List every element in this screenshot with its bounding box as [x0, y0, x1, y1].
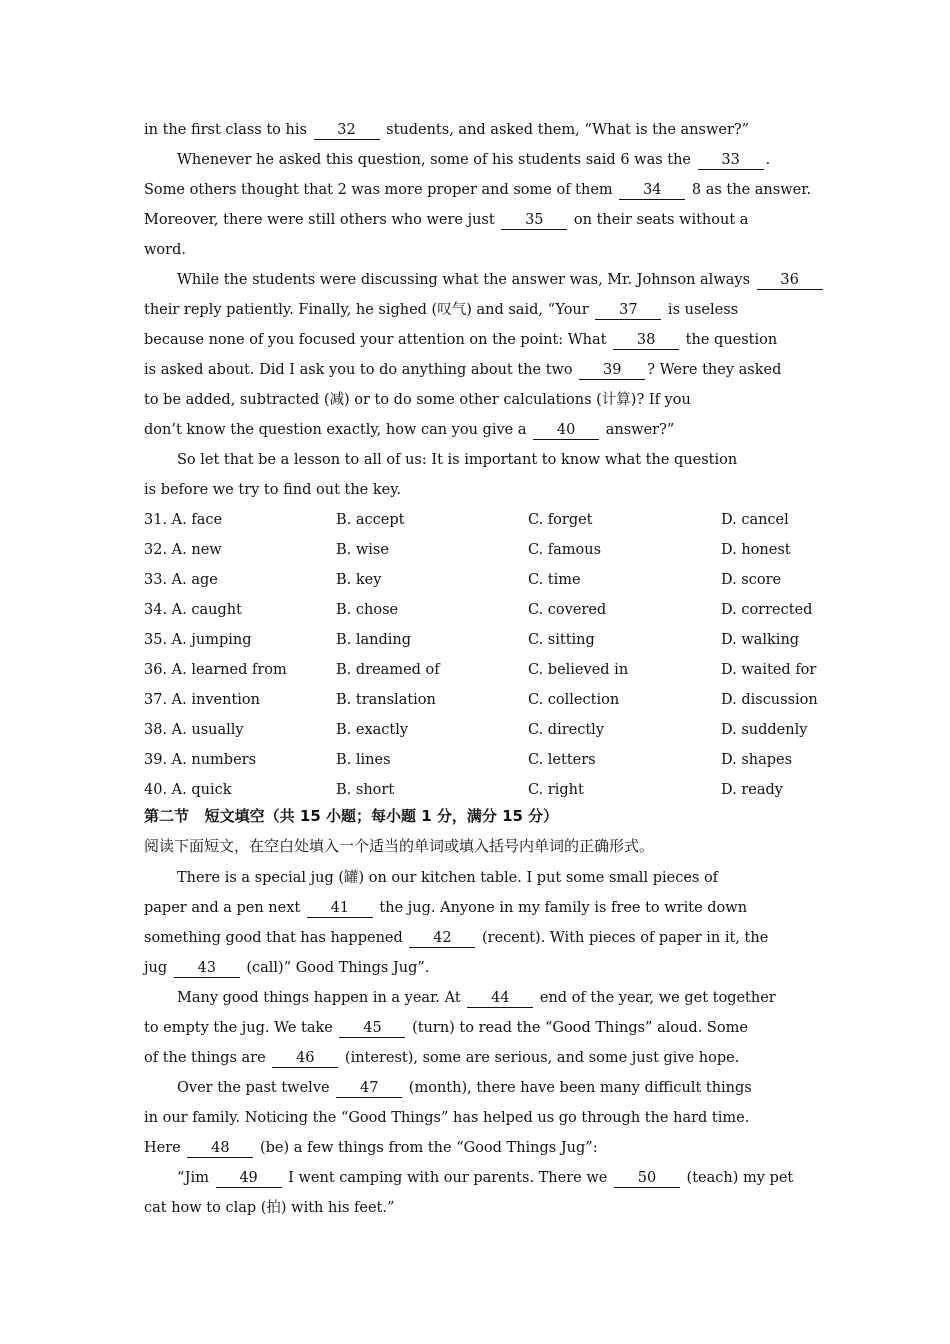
question-option: C. time [528, 572, 581, 588]
passage-text: While the students were discussing what the answer was, Mr. Johnson always [177, 272, 755, 288]
passage-text: on their seats without a [569, 212, 749, 228]
passage2-line [144, 928, 768, 948]
answer-blank-45[interactable]: 45 [339, 1020, 405, 1038]
question-option-a: 36. A. learned from [144, 662, 287, 678]
question-option: B. dreamed of [336, 662, 440, 678]
question-option: D. score [721, 572, 782, 588]
question-option: C. collection [528, 692, 620, 708]
question-option: B. lines [336, 752, 391, 768]
passage-text: to be added, subtracted (减) or to do some other calculations (计算)? If you [144, 392, 691, 408]
passage2-line [144, 1198, 394, 1218]
question-option-a: 31. A. face [144, 512, 223, 528]
question-option: C. sitting [528, 632, 595, 648]
answer-blank-49[interactable]: 49 [216, 1170, 282, 1188]
question-option: D. ready [721, 782, 783, 798]
answer-blank-35[interactable]: 35 [501, 212, 567, 230]
question-option: C. famous [528, 542, 602, 558]
passage-text: (be) a few things from the “Good Things Jug”: [255, 1140, 598, 1156]
question-option: B. accept [336, 512, 405, 528]
passage-text: jug [144, 960, 172, 976]
passage-text: (interest), some are serious, and some just give hope. [340, 1050, 740, 1066]
question-option: C. letters [528, 752, 596, 768]
question-option: C. covered [528, 602, 607, 618]
passage1-line [144, 480, 401, 500]
question-option-a: 32. A. new [144, 542, 222, 558]
question-option: B. short [336, 782, 395, 798]
passage-text: is useless [663, 302, 739, 318]
question-option: C. forget [528, 512, 593, 528]
passage-text: (turn) to read the “Good Things” aloud. Some [407, 1020, 748, 1036]
answer-blank-36[interactable]: 36 [757, 272, 823, 290]
passage-text: paper and a pen next [144, 900, 305, 916]
question-option-a: 35. A. jumping [144, 632, 252, 648]
question-option-a: 33. A. age [144, 572, 218, 588]
passage-text: There is a special jug (罐) on our kitchen table. I put some small pieces of [177, 870, 719, 886]
passage-text: is asked about. Did I ask you to do anything about the two [144, 362, 578, 378]
passage2-line [144, 1108, 749, 1128]
answer-blank-37[interactable]: 37 [595, 302, 661, 320]
question-option-a: 40. A. quick [144, 782, 232, 798]
answer-blank-41[interactable]: 41 [307, 900, 373, 918]
answer-blank-32[interactable]: 32 [314, 122, 380, 140]
section-instruction: 阅读下面短文，在空白处填入一个适当的单词或填入括号内单词的正确形式。 [144, 837, 655, 855]
passage-text: ? Were they asked [647, 362, 782, 378]
passage-text: Moreover, there were still others who were just [144, 212, 500, 228]
answer-blank-46[interactable]: 46 [272, 1050, 338, 1068]
passage2-line [177, 868, 718, 888]
question-option-a: 34. A. caught [144, 602, 242, 618]
passage-text: answer?” [601, 422, 675, 438]
passage-text: something good that has happened [144, 930, 408, 946]
passage-text: (recent). With pieces of paper in it, the [477, 930, 769, 946]
answer-blank-43[interactable]: 43 [174, 960, 240, 978]
passage-text: (month), there have been many difficult things [404, 1080, 752, 1096]
passage-text: cat how to clap (拍) with his feet.” [144, 1200, 395, 1216]
passage1-line [144, 330, 777, 350]
question-option: D. shapes [721, 752, 793, 768]
passage-text: in our family. Noticing the “Good Things” has helped us go through the hard time. [144, 1110, 750, 1126]
passage2-line [144, 898, 747, 918]
answer-blank-38[interactable]: 38 [613, 332, 679, 350]
answer-blank-47[interactable]: 47 [336, 1080, 402, 1098]
question-option: B. translation [336, 692, 436, 708]
passage1-line [144, 120, 749, 140]
question-option: D. cancel [721, 512, 789, 528]
passage1-line [144, 390, 691, 410]
passage1-line [144, 420, 674, 440]
passage-text: in the first class to his [144, 122, 312, 138]
question-option: B. chose [336, 602, 399, 618]
passage-text: Over the past twelve [177, 1080, 335, 1096]
passage-text: end of the year, we get together [535, 990, 776, 1006]
passage2-line [144, 958, 429, 978]
passage-text: Some others thought that 2 was more proper and some of them [144, 182, 618, 198]
passage-text: (call)” Good Things Jug”. [241, 960, 430, 976]
passage2-line [177, 1078, 752, 1098]
question-option: C. believed in [528, 662, 629, 678]
question-option: B. landing [336, 632, 412, 648]
question-option: D. corrected [721, 602, 813, 618]
passage-text: because none of you focused your attention on the point: What [144, 332, 612, 348]
question-option: B. wise [336, 542, 389, 558]
answer-blank-44[interactable]: 44 [467, 990, 533, 1008]
answer-blank-40[interactable]: 40 [533, 422, 599, 440]
question-option: D. waited for [721, 662, 817, 678]
passage-text: word. [144, 242, 186, 258]
passage-text: don’t know the question exactly, how can you give a [144, 422, 532, 438]
question-option-a: 39. A. numbers [144, 752, 257, 768]
answer-blank-48[interactable]: 48 [187, 1140, 253, 1158]
passage1-line [177, 270, 825, 290]
question-option: C. right [528, 782, 584, 798]
passage2-line [144, 1018, 748, 1038]
section-heading: 第二节 短文填空（共 15 小题；每小题 1 分，满分 15 分） [144, 807, 559, 825]
passage1-line [144, 180, 811, 200]
passage2-line [177, 1168, 793, 1188]
question-option: D. honest [721, 542, 791, 558]
passage1-line [144, 300, 738, 320]
passage1-line [144, 240, 186, 260]
question-option: D. discussion [721, 692, 818, 708]
passage-text: the question [681, 332, 778, 348]
passage1-line [144, 210, 748, 230]
passage-text: So let that be a lesson to all of us: It is important to know what the question [177, 452, 738, 468]
passage1-line [177, 450, 737, 470]
passage-text: to empty the jug. We take [144, 1020, 338, 1036]
passage-text: Whenever he asked this question, some of his students said 6 was the [177, 152, 696, 168]
passage-text: is before we try to find out the key. [144, 482, 402, 498]
passage-text: students, and asked them, “What is the answer?” [381, 122, 750, 138]
passage1-line [144, 360, 781, 380]
passage-text: . [765, 152, 771, 168]
question-option: B. key [336, 572, 382, 588]
passage-text: of the things are [144, 1050, 271, 1066]
passage-text: Many good things happen in a year. At [177, 990, 466, 1006]
passage-text: their reply patiently. Finally, he sighed (叹气) and said, “Your [144, 302, 594, 318]
question-option: C. directly [528, 722, 605, 738]
question-option: B. exactly [336, 722, 409, 738]
passage-text: 8 as the answer. [687, 182, 812, 198]
passage-text: (teach) my pet [681, 1170, 794, 1186]
question-option: D. suddenly [721, 722, 808, 738]
passage2-line [144, 1138, 598, 1158]
answer-blank-42[interactable]: 42 [409, 930, 475, 948]
passage1-line [177, 150, 770, 170]
answer-blank-34[interactable]: 34 [619, 182, 685, 200]
answer-blank-33[interactable]: 33 [698, 152, 764, 170]
passage2-line [144, 1048, 739, 1068]
passage-text: I went camping with our parents. There we [283, 1170, 612, 1186]
passage2-line [177, 988, 776, 1008]
passage-text: Here [144, 1140, 186, 1156]
question-option-a: 37. A. invention [144, 692, 260, 708]
passage-text: the jug. Anyone in my family is free to write down [374, 900, 748, 916]
answer-blank-50[interactable]: 50 [614, 1170, 680, 1188]
passage-text: “Jim [177, 1170, 214, 1186]
question-option: D. walking [721, 632, 800, 648]
answer-blank-39[interactable]: 39 [579, 362, 645, 380]
question-option-a: 38. A. usually [144, 722, 244, 738]
